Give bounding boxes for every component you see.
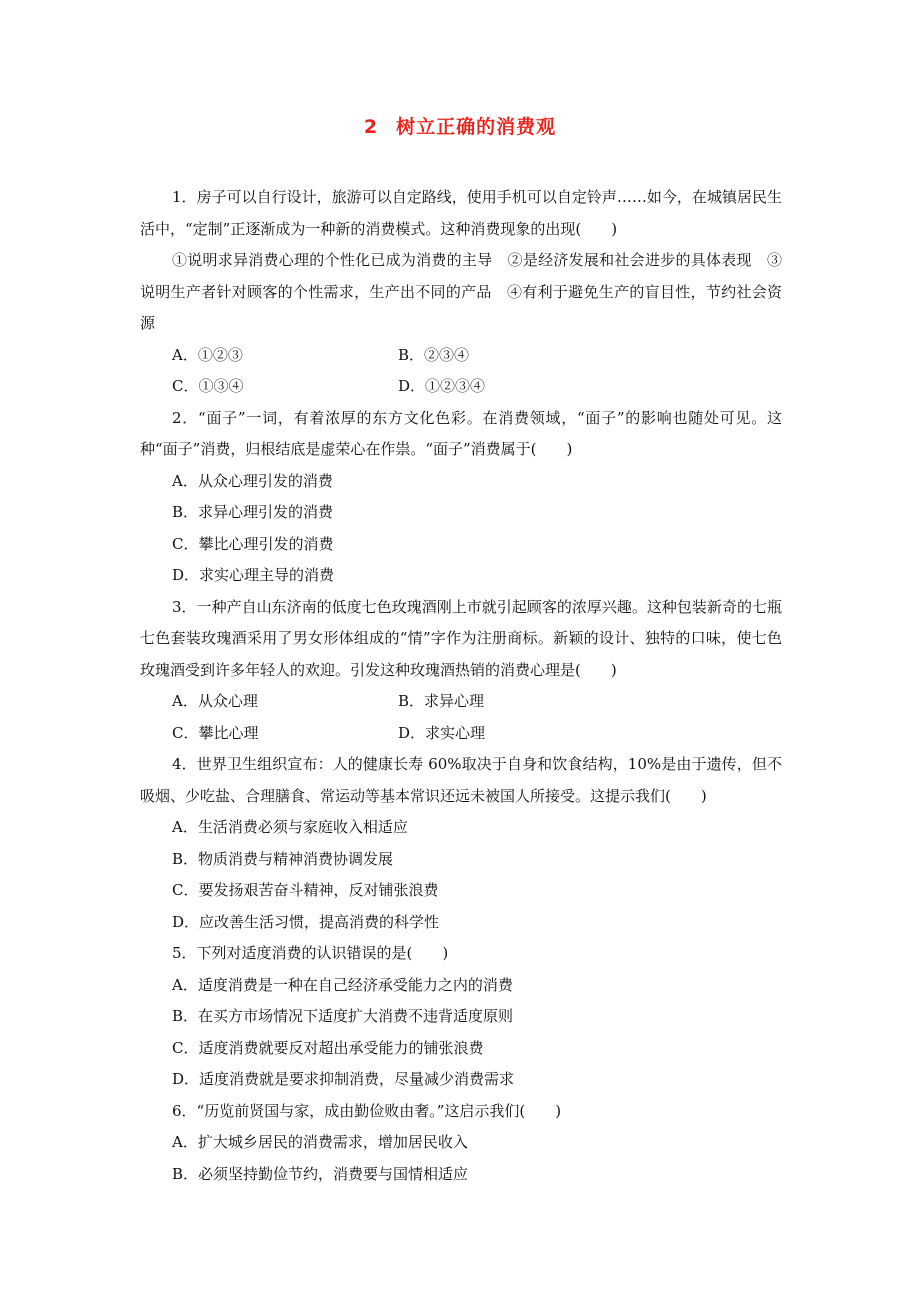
question-stem: 6．“历览前贤国与家，成由勤俭败由奢。”这启示我们( ) <box>172 1101 562 1120</box>
question-3 <box>140 592 782 750</box>
question-list <box>140 182 782 1190</box>
option-d[interactable]: D．适度消费就是要求抑制消费，尽量减少消费需求 <box>172 1070 515 1088</box>
section-title-text: 树立正确的消费观 <box>396 116 557 138</box>
option-c[interactable]: C．①③④ <box>172 377 244 395</box>
question-stem: 1．房子可以自行设计，旅游可以自定路线，使用手机可以自定铃声……如今，在城镇居民生活中，“定制”正逐渐成为一种新的消费模式。这种消费现象的出现( ) <box>140 188 782 238</box>
page-title <box>0 112 920 139</box>
question-stem: 5．下列对适度消费的认识错误的是( ) <box>172 944 449 962</box>
option-a[interactable]: A．适度消费是一种在自己经济承受能力之内的消费 <box>172 975 513 994</box>
option-c[interactable]: C．攀比心理 <box>172 723 259 742</box>
question-1 <box>140 182 782 403</box>
question-stem: 4．世界卫生组织宣布：人的健康长寿 60%取决于自身和饮食结构，10%是由于遗传，但不吸烟、少吃盐、合理膳食、常运动等基本常识还远未被国人所接受。这提示我们( ) <box>140 755 782 805</box>
option-d[interactable]: D．求实心理 <box>398 723 486 742</box>
option-row <box>140 340 782 372</box>
section-number: 2 <box>363 116 379 138</box>
question-6 <box>140 1096 782 1191</box>
option-d[interactable]: D．求实心理主导的消费 <box>172 566 335 584</box>
option-row <box>140 718 782 750</box>
option-b[interactable]: B．在买方市场情况下适度扩大消费不违背适度原则 <box>172 1007 514 1025</box>
option-b[interactable]: B．必须坚持勤俭节约，消费要与国情相适应 <box>172 1164 469 1183</box>
option-b[interactable]: B．求异心理 <box>398 692 485 710</box>
option-a[interactable]: A．从众心理引发的消费 <box>172 471 333 490</box>
option-b[interactable]: B．求异心理引发的消费 <box>172 503 334 521</box>
question-stem: 3．一种产自山东济南的低度七色玫瑰酒刚上市就引起顾客的浓厚兴趣。这种包装新奇的七瓶七色套装玫瑰酒采用了男女形体组成的“情”字作为注册商标。新颖的设计、独特的口味，使七色玫瑰酒受到许多年轻人的欢迎。引发这种玫瑰酒热销的消费心理是( ) <box>140 597 782 679</box>
question-5 <box>140 938 782 1096</box>
option-b[interactable]: B．物质消费与精神消费协调发展 <box>172 849 394 868</box>
question-2 <box>140 403 782 592</box>
option-a[interactable]: A．从众心理 <box>172 692 258 710</box>
question-stem: 2．“面子”一词，有着浓厚的东方文化色彩。在消费领域，“面子”的影响也随处可见。这种“面子”消费，归根结底是虚荣心在作祟。“面子”消费属于( ) <box>140 408 782 458</box>
option-d[interactable]: D．应改善生活习惯，提高消费的科学性 <box>172 912 440 931</box>
option-a[interactable]: A．①②③ <box>172 345 243 364</box>
option-d[interactable]: D．①②③④ <box>398 377 486 395</box>
option-c[interactable]: C．适度消费就要反对超出承受能力的铺张浪费 <box>172 1038 484 1057</box>
option-c[interactable]: C．要发扬艰苦奋斗精神，反对铺张浪费 <box>172 881 439 899</box>
option-row <box>140 371 782 403</box>
option-row <box>140 686 782 718</box>
option-a[interactable]: A．生活消费必须与家庭收入相适应 <box>172 818 408 836</box>
option-a[interactable]: A．扩大城乡居民的消费需求，增加居民收入 <box>172 1133 468 1151</box>
option-c[interactable]: C．攀比心理引发的消费 <box>172 534 334 553</box>
question-4 <box>140 749 782 938</box>
question-statements: ①说明求异消费心理的个性化已成为消费的主导 ②是经济发展和社会进步的具体表现 ③说明生产者针对顾客的个性需求，生产出不同的产品 ④有利于避免生产的盲目性，节约社会资源 <box>140 251 782 332</box>
option-b[interactable]: B．②③④ <box>398 345 470 364</box>
